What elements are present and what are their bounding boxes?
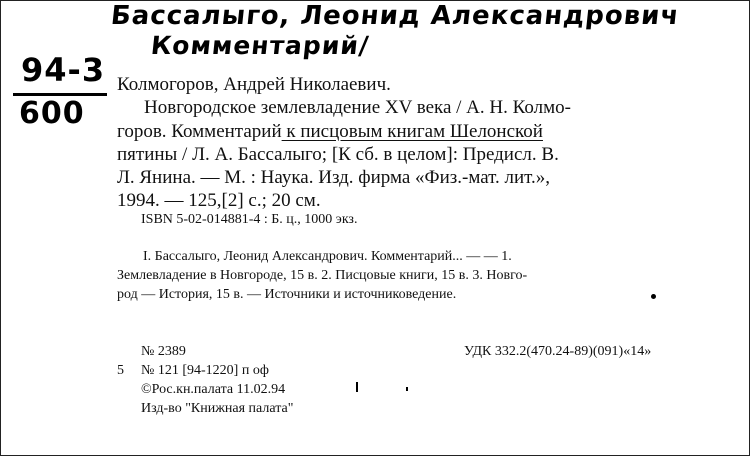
footer-number: № 2389 bbox=[141, 344, 186, 359]
handwritten-title: Комментарий/ bbox=[149, 31, 371, 60]
entry-line-2a: горов. Комментарий bbox=[117, 121, 282, 142]
entry-line-2 bbox=[117, 121, 543, 143]
subject-line-3: род — История, 15 в. — Источники и источниковедение. bbox=[117, 287, 457, 302]
subject-line-1: I. Бассалыго, Леонид Александрович. Комментарий... — — 1. bbox=[143, 249, 512, 264]
entry-line-4: Л. Янина. — М. : Наука. Изд. фирма «Физ.-мат. лит.», bbox=[117, 167, 551, 188]
entry-line-3-text: пятины / Л. А. Бассалыго; [К сб. в целом]: Предисл. В. bbox=[117, 144, 559, 165]
entry-line-2b: к писцовым книгам Шелонской bbox=[281, 121, 543, 142]
footer-order: № 121 [94-1220] п оф bbox=[141, 363, 269, 378]
entry-line-3 bbox=[117, 144, 559, 166]
entry-line-5: 1994. — 125,[2] с.; 20 см. bbox=[117, 190, 321, 211]
subject-line-2: Землевладение в Новгороде, 15 в. 2. Писцовые книги, 15 в. 3. Новго- bbox=[117, 268, 528, 283]
handwritten-author: Бассалыго, Леонид Александрович bbox=[109, 1, 681, 31]
ink-speck bbox=[406, 387, 408, 391]
call-number-top: 94-3 bbox=[21, 51, 106, 89]
entry-line-1: Новгородское землевладение XV века / А. Н. Колмо- bbox=[144, 97, 571, 118]
udk-code: УДК 332.2(470.24-89)(091)«14» bbox=[464, 344, 652, 359]
isbn-line: ISBN 5-02-014881-4 : Б. ц., 1000 экз. bbox=[141, 212, 358, 227]
footer-chamber: ©Рос.кн.палата 11.02.94 bbox=[141, 382, 286, 397]
entry-heading: Колмогоров, Андрей Николаевич. bbox=[117, 74, 391, 95]
footer-publisher: Изд-во "Книжная палата" bbox=[141, 401, 294, 416]
ink-tick bbox=[356, 382, 358, 392]
footer-prefix: 5 bbox=[117, 363, 124, 378]
call-number-bottom: 600 bbox=[19, 96, 85, 131]
ink-dot bbox=[651, 294, 656, 299]
